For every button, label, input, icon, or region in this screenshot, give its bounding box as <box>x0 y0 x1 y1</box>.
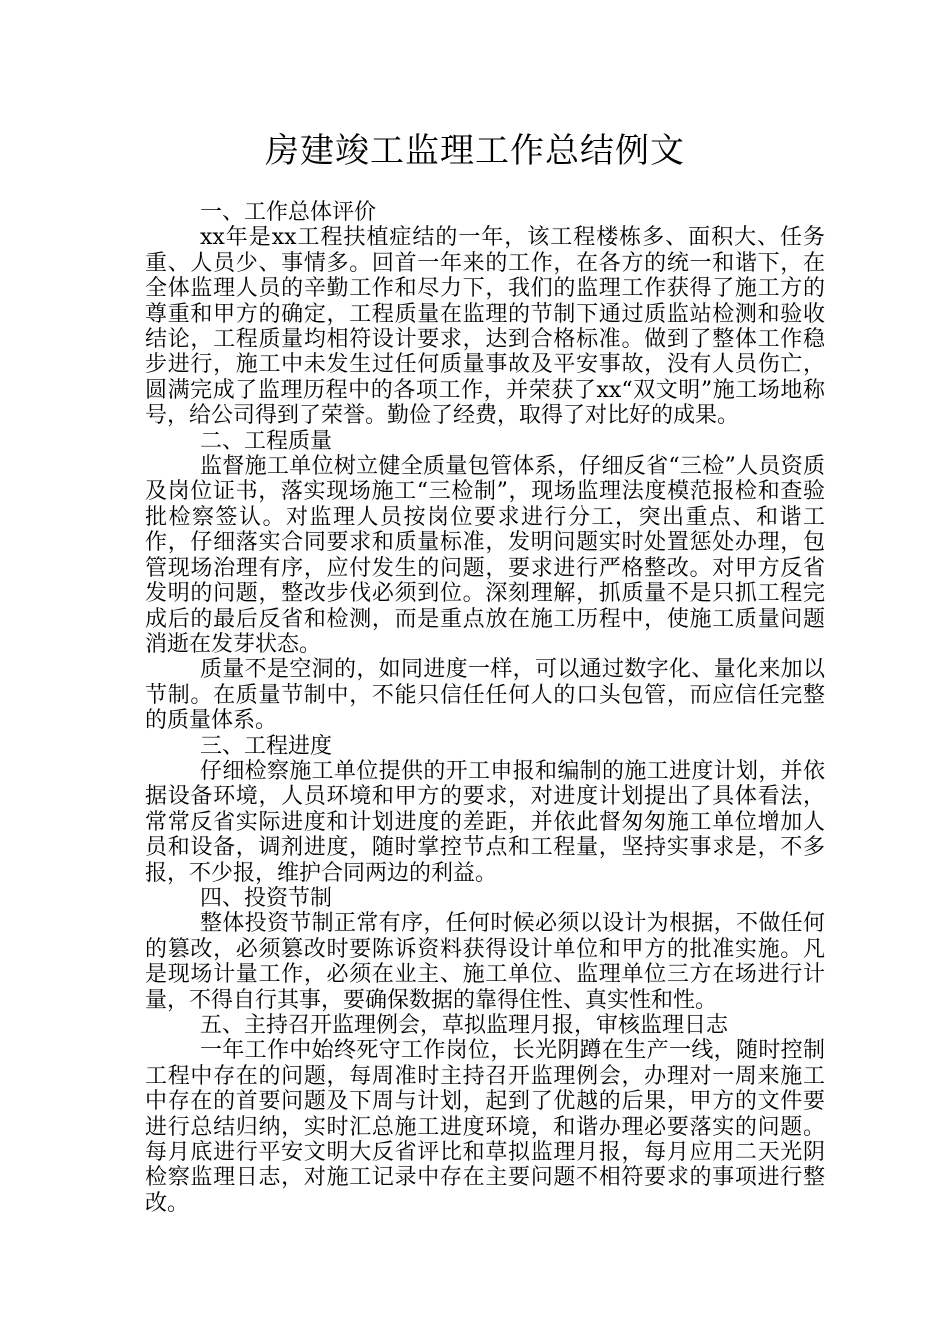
section-heading: 一、工作总体评价 <box>200 200 377 225</box>
section-heading: 五、主持召开监理例会，草拟监理月报，审核监理日志 <box>200 1013 729 1038</box>
section-heading: 三、工程进度 <box>200 733 333 759</box>
body-paragraph: 质量不是空洞的，如同进度一样，可以通过数字化、量化来加以节制。在质量节制中，不能只信任任何人的口头包管，而应信任完整的质量体系。 <box>145 657 825 734</box>
body-paragraph: 一年工作中始终死守工作岗位，长光阴蹲在生产一线，随时控制工程中存在的问题，每周准时主持召开监理例会，办理对一周来施工中存在的首要问题及下周与计划，起到了优越的后果，甲方的文件要进行总结归纳，实时汇总施工进度环境，和谐办理必要落实的问题。每月底进行平安文明大反省评比和草拟监理月报，每月应用二天光阴检察监理日志，对施工记录中存在主要问题不相符要求的事项进行整改。 <box>145 1038 825 1216</box>
body-paragraph: 整体投资节制正常有序，任何时候必须以设计为根据，不做任何的篡改，必须篡改时要陈诉资料获得设计单位和甲方的批准实施。凡是现场计量工作，必须在业主、施工单位、监理单位三方在场进行计量，不得自行其事，要确保数据的靠得住性、真实性和性。 <box>145 911 825 1013</box>
body-paragraph: 监督施工单位树立健全质量包管体系，仔细反省“三检”人员资质及岗位证书，落实现场施工“三检制”，现场监理法度模范报检和查验批检察签认。对监理人员按岗位要求进行分工，突出重点、和谐工作，仔细落实合同要求和质量标准，发明问题实时处置惩处办理，包管现场治理有序，应付发生的问题，要求进行严格整改。对甲方反省发明的问题，整改步伐必须到位。深刻理解，抓质量不是只抓工程完成后的最后反省和检测，而是重点放在施工历程中，使施工质量问题消逝在发芽状态。 <box>145 454 825 657</box>
section-heading: 二、工程质量 <box>200 428 333 454</box>
body-paragraph: xx年是xx工程扶植症结的一年，该工程楼栋多、面积大、任务重、人员少、事情多。回首一年来的工作，在各方的统一和谐下，在全体监理人员的辛勤工作和尽力下，我们的监理工作获得了施工方的尊重和甲方的确定，工程质量在监理的节制下通过质监站检测和验收结论，工程质量均相符设计要求，达到合格标准。做到了整体工作稳步进行，施工中未发生过任何质量事故及平安事故，没有人员伤亡，圆满完成了监理历程中的各项工作，并荣获了xx“双文明”施工场地称号，给公司得到了荣誉。勤俭了经费，取得了对比好的成果。 <box>145 225 825 429</box>
document-body <box>145 200 825 1216</box>
section-heading: 四、投资节制 <box>200 885 333 911</box>
body-paragraph: 仔细检察施工单位提供的开工申报和编制的施工进度计划，并依据设备环境，人员环境和甲方的要求，对进度计划提出了具体看法，常常反省实际进度和计划进度的差距，并依此督匆匆施工单位增加人员和设备，调剂进度，随时掌控节点和工程量，坚持实事求是，不多报，不少报，维护合同两边的利益。 <box>145 758 825 886</box>
document-title: 房建竣工监理工作总结例文 <box>265 131 685 171</box>
